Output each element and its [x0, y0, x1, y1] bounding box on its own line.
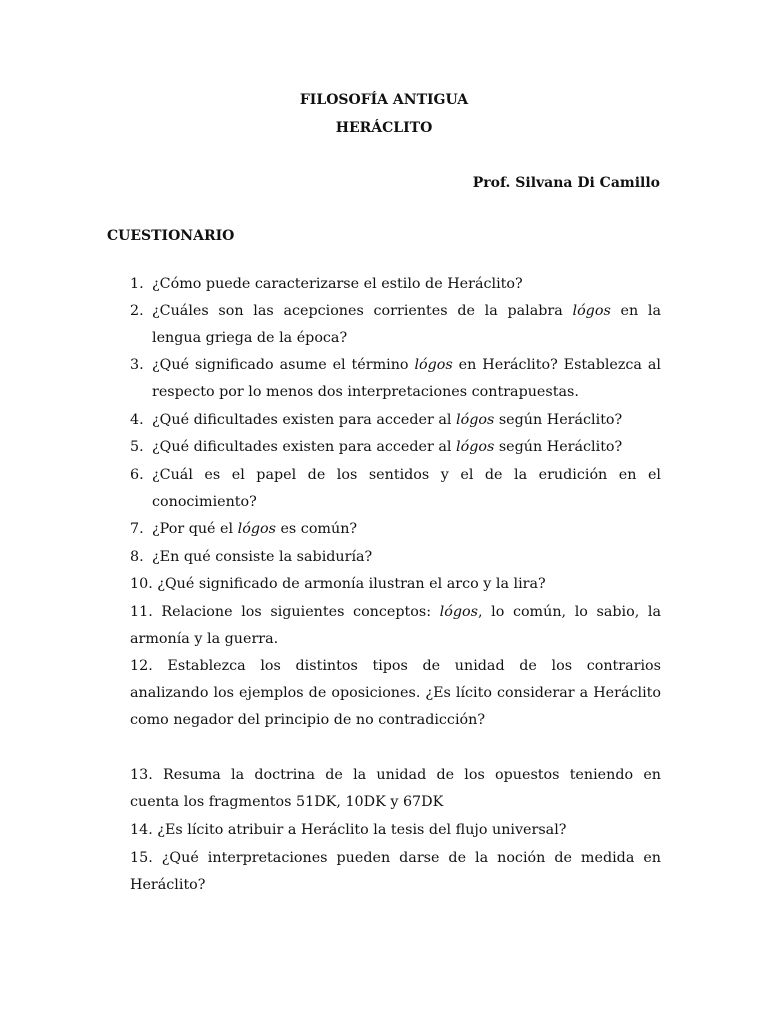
- question-text: en Heráclito? Establezca al: [452, 357, 661, 373]
- question-item: [130, 516, 661, 543]
- question-number: 8.: [130, 549, 144, 565]
- question-term: lógos: [414, 357, 453, 373]
- question-text: armonía y la guerra.: [130, 631, 279, 647]
- question-text: es común?: [275, 521, 358, 537]
- question-item: [130, 407, 661, 434]
- question-text: lengua griega de la época?: [152, 330, 348, 346]
- question-number: 12.: [130, 658, 153, 674]
- question-text: como negador del principio de no contradicción?: [130, 712, 485, 728]
- question-item: [130, 298, 661, 352]
- question-number: 10.: [130, 576, 153, 592]
- question-text: ¿Qué dificultades existen para acceder al: [152, 439, 457, 455]
- question-text: ¿Cómo puede caracterizarse el estilo de Heráclito?: [152, 276, 523, 292]
- question-text: ¿En qué consiste la sabiduría?: [152, 549, 373, 565]
- question-item: [130, 434, 661, 461]
- question-text: según Heráclito?: [494, 439, 623, 455]
- question-number: 15.: [130, 850, 153, 866]
- question-text: Establezca los distintos tipos de unidad de los contrarios: [167, 658, 661, 674]
- question-item: [130, 352, 661, 406]
- question-text: ¿Cuáles son las acepciones corrientes de la palabra: [152, 303, 573, 319]
- question-number: 1.: [130, 276, 144, 292]
- question-text: ¿Cuál es el papel de los sentidos y el de la erudición en el: [152, 467, 661, 483]
- question-item: [130, 271, 661, 298]
- question-text: analizando los ejemplos de oposiciones. ¿Es lícito considerar a Heráclito: [130, 685, 661, 701]
- question-term: lógos: [572, 303, 611, 319]
- section-heading: CUESTIONARIO: [107, 228, 235, 244]
- question-term: lógos: [456, 412, 495, 428]
- question-text: ¿Qué dificultades existen para acceder al: [152, 412, 457, 428]
- question-item: [130, 845, 661, 899]
- professor-name: Prof. Silvana Di Camillo: [472, 175, 660, 191]
- question-text: ¿Por qué el: [152, 521, 238, 537]
- question-text: en la: [610, 303, 661, 319]
- question-text: ¿Qué interpretaciones pueden darse de la noción de medida en: [161, 850, 661, 866]
- question-number: 5.: [130, 439, 144, 455]
- question-item: [130, 462, 661, 516]
- question-item: [130, 544, 661, 571]
- question-text: cuenta los fragmentos 51DK, 10DK y 67DK: [130, 794, 444, 810]
- question-text: Heráclito?: [130, 877, 206, 893]
- question-text: ¿Es lícito atribuir a Heráclito la tesis del flujo universal?: [157, 822, 567, 838]
- question-text: conocimiento?: [152, 494, 257, 510]
- question-text: según Heráclito?: [494, 412, 623, 428]
- question-item: [130, 653, 661, 734]
- question-text: Relacione los siguientes conceptos:: [161, 604, 440, 620]
- question-term: lógos: [439, 604, 478, 620]
- question-text: respecto por lo menos dos interpretaciones contrapuestas.: [152, 384, 579, 400]
- question-term: lógos: [237, 521, 276, 537]
- document-subtitle: HERÁCLITO: [335, 120, 433, 136]
- question-text: ¿Qué significado de armonía ilustran el arco y la lira?: [157, 576, 546, 592]
- question-item: [130, 817, 661, 844]
- question-text: ¿Qué significado asume el término: [152, 357, 415, 373]
- document-title: FILOSOFÍA ANTIGUA: [299, 92, 469, 108]
- question-item: [130, 599, 661, 653]
- question-number: 14.: [130, 822, 153, 838]
- question-number: 7.: [130, 521, 144, 537]
- question-term: lógos: [456, 439, 495, 455]
- question-number: 13.: [130, 767, 153, 783]
- question-number: 11.: [130, 604, 153, 620]
- question-number: 3.: [130, 357, 144, 373]
- question-number: 6.: [130, 467, 144, 483]
- question-item: [130, 762, 661, 816]
- question-number: 2.: [130, 303, 144, 319]
- question-text: , lo común, lo sabio, la: [477, 604, 662, 620]
- question-number: 4.: [130, 412, 144, 428]
- question-item: [130, 571, 661, 598]
- question-text: Resuma la doctrina de la unidad de los opuestos teniendo en: [162, 767, 661, 783]
